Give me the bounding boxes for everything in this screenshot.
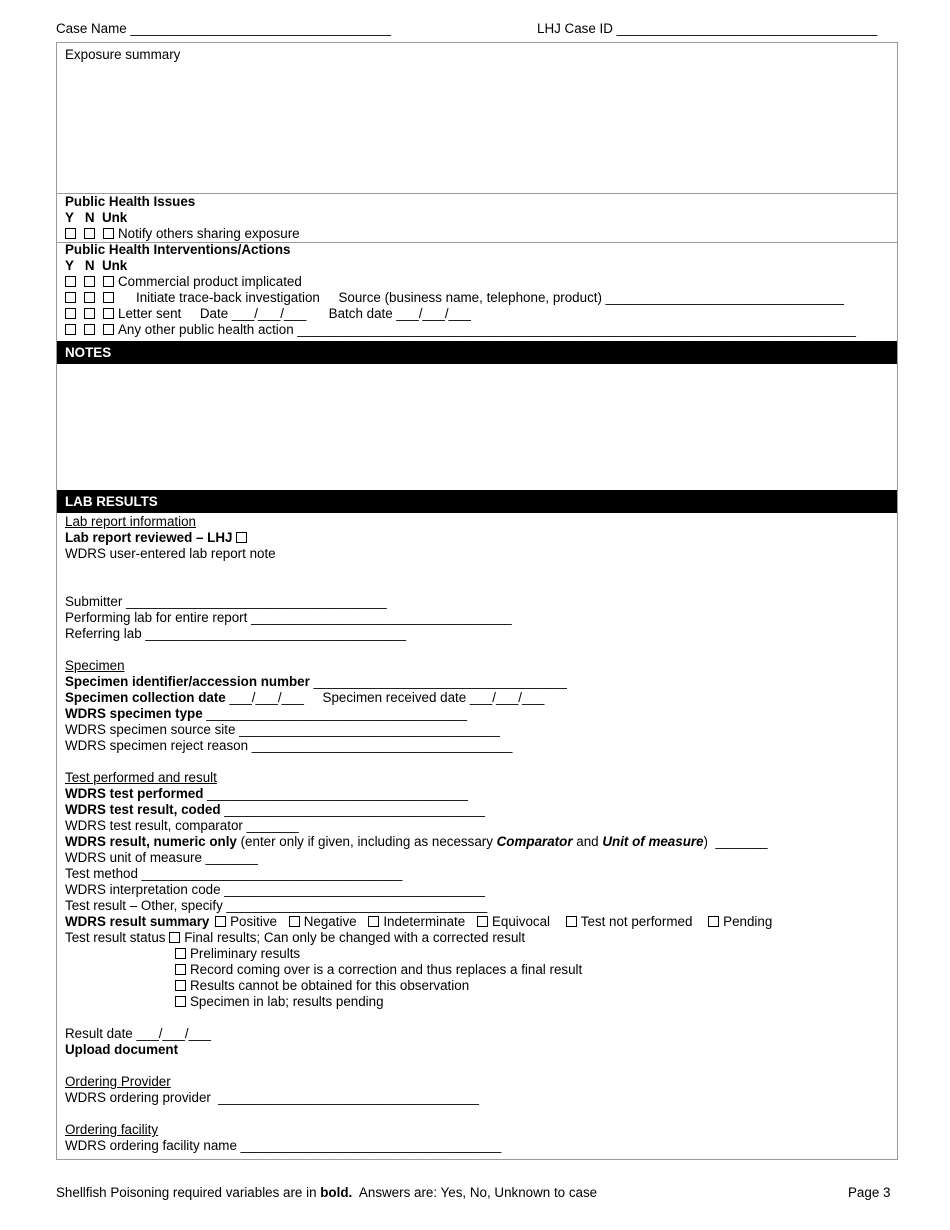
form-frame (56, 42, 898, 1160)
commercial-product-label: Commercial product implicated (118, 274, 302, 289)
comparator-field[interactable]: WDRS test result, comparator _______ (65, 818, 299, 833)
status-preliminary-label: Preliminary results (190, 946, 301, 961)
footer-note-bold: bold. (320, 1185, 353, 1200)
letter-no-checkbox[interactable] (84, 308, 95, 319)
other-action-yes-checkbox[interactable] (65, 324, 76, 335)
status-pending-label: Specimen in lab; results pending (190, 994, 384, 1009)
performing-lab-field[interactable]: Performing lab for entire report ___________________________________ (65, 610, 512, 625)
test-performed-field[interactable]: ___________________________________ (203, 786, 468, 801)
ordering-facility-field[interactable]: WDRS ordering facility name ___________________________________ (65, 1138, 502, 1153)
unit-of-measure-field[interactable]: WDRS unit of measure _______ (65, 850, 258, 865)
commercial-no-checkbox[interactable] (84, 276, 95, 287)
numeric-result-instructions: (enter only if given, including as necessary (236, 834, 497, 849)
status-preliminary-checkbox[interactable] (175, 948, 186, 959)
interventions-section (57, 242, 897, 341)
issues-no-checkbox[interactable] (84, 228, 95, 239)
received-date-field[interactable]: Specimen received date ___/___/___ (303, 690, 545, 705)
status-unobtainable-checkbox[interactable] (175, 980, 186, 991)
summary-indeterminate-label: Indeterminate (383, 914, 466, 929)
summary-not-performed-label: Test not performed (580, 914, 693, 929)
user-entered-note-label: WDRS user-entered lab report note (65, 546, 276, 561)
test-result-other-field[interactable]: Test result – Other, specify ___________________________________ (65, 898, 488, 913)
footer-note-post: Answers are: Yes, No, Unknown to case (352, 1185, 598, 1200)
test-result-coded-field[interactable]: ___________________________________ (220, 802, 485, 817)
referring-lab-field[interactable]: Referring lab ___________________________________ (65, 626, 407, 641)
summary-not-performed-checkbox[interactable] (566, 916, 577, 927)
specimen-heading: Specimen (65, 658, 125, 673)
summary-equivocal-checkbox[interactable] (477, 916, 488, 927)
specimen-id-field[interactable]: __________________________________ (309, 674, 567, 689)
commercial-unk-checkbox[interactable] (103, 276, 114, 287)
status-pending-checkbox[interactable] (175, 996, 186, 1007)
ordering-provider-heading: Ordering Provider (65, 1074, 171, 1089)
ordering-provider-field[interactable]: WDRS ordering provider ___________________________________ (65, 1090, 479, 1105)
page-number: Page 3 (848, 1185, 891, 1200)
case-name-field[interactable]: Case Name ___________________________________ (56, 21, 392, 36)
test-performed-label: WDRS test performed (65, 786, 204, 801)
test-result-coded-label: WDRS test result, coded (65, 802, 221, 817)
other-action-label[interactable]: Any other public health action ___________________________________________________________________________ (118, 322, 856, 337)
public-health-issues-section (57, 193, 897, 243)
status-unobtainable-label: Results cannot be obtained for this observation (190, 978, 470, 993)
traceback-unk-checkbox[interactable] (103, 292, 114, 303)
specimen-type-label: WDRS specimen type (65, 706, 203, 721)
status-correction-label: Record coming over is a correction and thus replaces a final result (190, 962, 583, 977)
specimen-type-field[interactable]: ___________________________________ (202, 706, 468, 721)
issues-yes-checkbox[interactable] (65, 228, 76, 239)
letter-sent-label[interactable]: Letter sent Date ___/___/___ Batch date ___/___/___ (118, 306, 471, 321)
numeric-and-text: and (572, 834, 603, 849)
test-method-field[interactable]: Test method ___________________________________ (65, 866, 403, 881)
traceback-label[interactable]: Initiate trace-back investigation Source (business name, telephone, product) ________________________________ (136, 290, 844, 305)
issues-notify-label: Notify others sharing exposure (118, 226, 300, 241)
result-status-label: Test result status (65, 930, 166, 945)
status-correction-checkbox[interactable] (175, 964, 186, 975)
specimen-id-label: Specimen identifier/accession number (65, 674, 310, 689)
lab-report-reviewed-label: Lab report reviewed – LHJ (65, 530, 233, 545)
interpretation-code-field[interactable]: WDRS interpretation code ___________________________________ (65, 882, 485, 897)
numeric-unit-term: Unit of measure (602, 834, 704, 849)
numeric-result-field[interactable]: ) _______ (703, 834, 768, 849)
interventions-title: Public Health Interventions/Actions (65, 242, 291, 257)
issues-ynu-header: Y N Unk (65, 210, 128, 225)
traceback-yes-checkbox[interactable] (65, 292, 76, 303)
summary-equivocal-label: Equivocal (491, 914, 551, 929)
traceback-no-checkbox[interactable] (84, 292, 95, 303)
other-action-no-checkbox[interactable] (84, 324, 95, 335)
interventions-ynu-header: Y N Unk (65, 258, 128, 273)
commercial-yes-checkbox[interactable] (65, 276, 76, 287)
result-date-field[interactable]: Result date ___/___/___ (65, 1026, 211, 1041)
lab-results-header: LAB RESULTS (57, 490, 897, 513)
footer-note (56, 1185, 597, 1201)
exposure-summary-section (57, 43, 897, 194)
footer-note-pre: Shellfish Poisoning required variables are in (56, 1185, 321, 1200)
summary-negative-checkbox[interactable] (289, 916, 300, 927)
collection-date-label: Specimen collection date (65, 690, 226, 705)
status-final-label: Final results; Can only be changed with a corrected result (184, 930, 526, 945)
lab-report-reviewed-checkbox[interactable] (236, 532, 247, 543)
lab-results-section (57, 513, 897, 1161)
summary-pending-label: Pending (723, 914, 773, 929)
notes-area[interactable] (57, 364, 897, 490)
submitter-field[interactable]: Submitter ___________________________________ (65, 594, 387, 609)
lhj-case-id-field[interactable]: LHJ Case ID ___________________________________ (537, 21, 878, 36)
ordering-facility-heading: Ordering facility (65, 1122, 159, 1137)
notes-header: NOTES (57, 341, 897, 364)
numeric-comparator-term: Comparator (496, 834, 573, 849)
specimen-source-site-field[interactable]: WDRS specimen source site ___________________________________ (65, 722, 500, 737)
letter-unk-checkbox[interactable] (103, 308, 114, 319)
summary-positive-label: Positive (230, 914, 277, 929)
summary-negative-label: Negative (303, 914, 357, 929)
status-final-checkbox[interactable] (169, 932, 180, 943)
specimen-reject-reason-field[interactable]: WDRS specimen reject reason ___________________________________ (65, 738, 513, 753)
upload-document-label[interactable]: Upload document (65, 1042, 179, 1057)
collection-date-field[interactable]: ___/___/___ (225, 690, 304, 705)
summary-positive-checkbox[interactable] (215, 916, 226, 927)
issues-unk-checkbox[interactable] (103, 228, 114, 239)
test-performed-heading: Test performed and result (65, 770, 217, 785)
issues-title: Public Health Issues (65, 194, 196, 209)
numeric-result-label: WDRS result, numeric only (65, 834, 237, 849)
exposure-summary-label: Exposure summary (65, 47, 181, 62)
letter-yes-checkbox[interactable] (65, 308, 76, 319)
lab-report-info-heading: Lab report information (65, 514, 197, 529)
result-summary-label: WDRS result summary (65, 914, 210, 929)
summary-pending-checkbox[interactable] (708, 916, 719, 927)
other-action-unk-checkbox[interactable] (103, 324, 114, 335)
summary-indeterminate-checkbox[interactable] (368, 916, 379, 927)
